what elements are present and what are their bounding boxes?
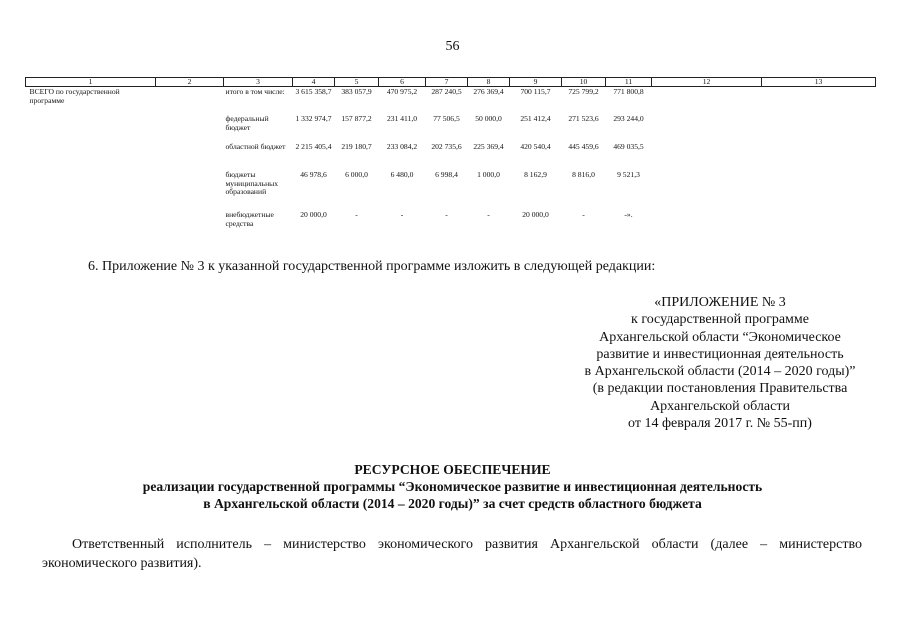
column-header: 2 — [156, 78, 224, 87]
table-row — [26, 87, 876, 115]
table-cell: 8 162,9 — [524, 170, 547, 179]
paragraph-line: Ответственный исполнитель – министерство экономического развития Архангельской области (далее – министерство — [72, 537, 862, 552]
section-heading — [0, 461, 905, 512]
table-cell: 700 115,7 — [520, 87, 551, 96]
appendix-line: Архангельской области — [650, 398, 790, 414]
appendix-line: в Архангельской области (2014 – 2020 годы)” — [584, 364, 856, 380]
table-cell: 202 735,6 — [431, 142, 462, 151]
table-cell: - — [582, 210, 585, 219]
heading-title: РЕСУРСНОЕ ОБЕСПЕЧЕНИЕ — [354, 462, 551, 477]
heading-subtitle-line: реализации государственной программы “Экономическое развитие и инвестиционная деятельность — [142, 479, 763, 494]
table-row — [26, 142, 876, 170]
table-cell: 6 480,0 — [390, 170, 414, 179]
table-cell: 225 369,4 — [473, 142, 504, 151]
table-cell: 271 523,6 — [568, 114, 599, 123]
table-cell: 231 411,0 — [386, 114, 418, 123]
column-header: 12 — [652, 78, 762, 87]
column-header: 3 — [224, 78, 293, 87]
table-cell: 3 615 358,7 — [295, 87, 332, 96]
table-cell: 420 540,4 — [520, 142, 551, 151]
table-cell: - — [355, 210, 358, 219]
column-header: 11 — [606, 78, 652, 87]
table-cell: 219 180,7 — [341, 142, 372, 151]
appendix-line: к государственной программе — [631, 312, 809, 328]
column-header: 6 — [379, 78, 426, 87]
paragraph-6: 6. Приложение № 3 к указанной государственной программе изложить в следующей редакции: — [88, 259, 656, 274]
appendix-line: от 14 февраля 2017 г. № 55-пп) — [628, 416, 812, 432]
table-cell: 470 975,2 — [386, 87, 418, 96]
responsible-executor-paragraph — [42, 535, 862, 573]
row-label: внебюджетные средства — [225, 210, 274, 228]
column-header: 4 — [293, 78, 335, 87]
appendix-header-block — [520, 294, 905, 432]
table-cell: - — [445, 210, 448, 219]
table-cell: 383 057,9 — [341, 87, 372, 96]
table-row — [26, 170, 876, 210]
table-cell: 233 084,2 — [386, 142, 418, 151]
table-row — [26, 114, 876, 142]
table-cell: 1 000,0 — [477, 170, 500, 179]
appendix-line: «ПРИЛОЖЕНИЕ № 3 — [654, 295, 786, 310]
table-cell: 287 240,5 — [431, 87, 462, 96]
table-cell: 725 799,2 — [568, 87, 599, 96]
table-cell: 46 978,6 — [300, 170, 327, 179]
column-header: 8 — [468, 78, 510, 87]
table-cell: 9 521,3 — [617, 170, 640, 179]
table-cell: 293 244,0 — [613, 114, 644, 123]
table-cell: -». — [624, 210, 633, 219]
table-row — [26, 210, 876, 233]
table-cell: 77 506,5 — [433, 114, 460, 123]
row-label: итого в том числе: — [225, 87, 285, 96]
table-cell: 6 998,4 — [435, 170, 458, 179]
row-label: областной бюджет — [225, 142, 286, 151]
table-cell: 157 877,2 — [341, 114, 372, 123]
column-header: 13 — [762, 78, 876, 87]
heading-subtitle-line: в Архангельской области (2014 – 2020 годы)” за счет средств областного бюджета — [203, 496, 702, 511]
table-cell: 251 412,4 — [520, 114, 551, 123]
program-total-label: ВСЕГО по государственной программе — [29, 87, 120, 105]
table-header-row — [26, 78, 876, 87]
table-cell: - — [487, 210, 490, 219]
appendix-line: (в редакции постановления Правительства — [592, 381, 848, 397]
row-label: федеральный бюджет — [225, 114, 269, 132]
column-header: 5 — [335, 78, 379, 87]
column-header: 9 — [510, 78, 562, 87]
table-cell: 6 000,0 — [345, 170, 368, 179]
appendix-line: развитие и инвестиционная деятельность — [596, 346, 844, 362]
table-cell: 20 000,0 — [522, 210, 549, 219]
appendix-line: Архангельской области “Экономическое — [599, 329, 841, 345]
paragraph-line: экономического развития). — [42, 556, 202, 571]
table-cell: 1 332 974,7 — [295, 114, 332, 123]
row-label: бюджеты муниципальных образований — [225, 170, 279, 197]
table-cell: 2 215 405,4 — [295, 142, 332, 151]
column-header: 7 — [426, 78, 468, 87]
table-cell: 8 816,0 — [572, 170, 595, 179]
table-cell: 469 035,5 — [613, 142, 644, 151]
table-cell: 276 369,4 — [473, 87, 504, 96]
budget-table — [25, 77, 876, 233]
table-cell: 50 000,0 — [475, 114, 502, 123]
column-header: 1 — [26, 78, 156, 87]
table-cell: 771 800,8 — [613, 87, 644, 96]
column-header: 10 — [562, 78, 606, 87]
table-cell: - — [400, 210, 404, 219]
table-cell: 20 000,0 — [300, 210, 327, 219]
table-cell: 445 459,6 — [568, 142, 599, 151]
budget-table-container — [25, 77, 875, 233]
page-number: 56 — [445, 39, 460, 54]
